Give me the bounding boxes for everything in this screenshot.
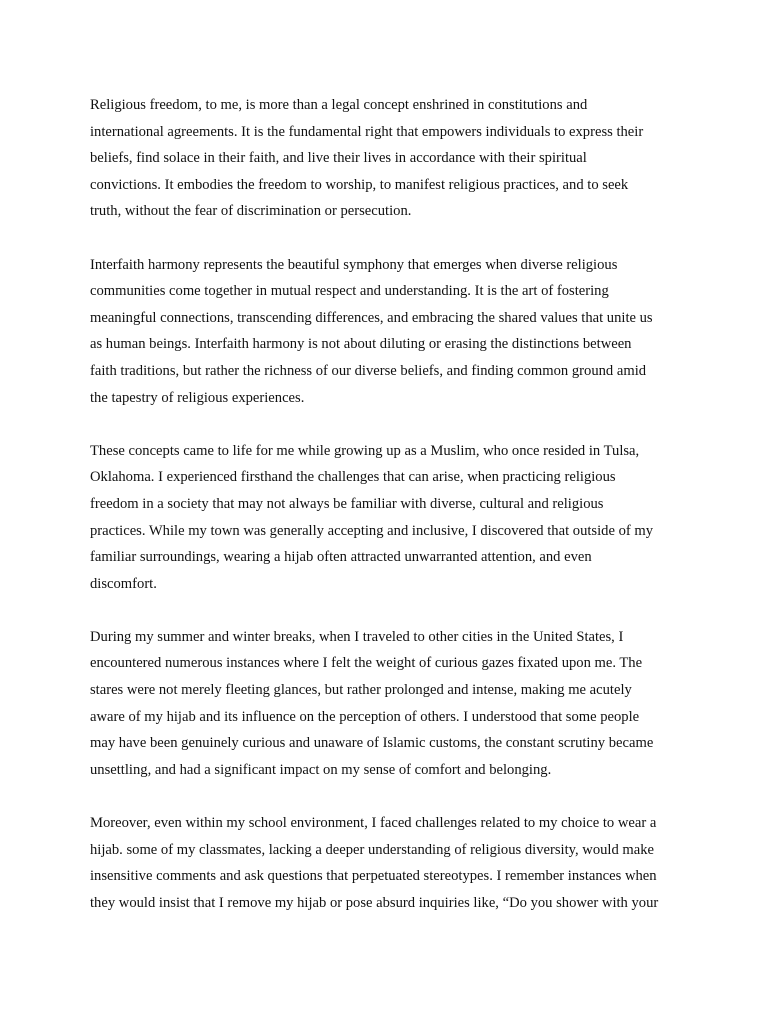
- paragraph-religious-freedom: Religious freedom, to me, is more than a legal concept enshrined in constitutions and international agreements. It is the fundamental right that empowers individuals to express their beliefs, find solace in their faith, and live their lives in accordance with their spiritual convictions. It embodies the freedom to worship, to manifest religious practices, and to seek truth, without the fear of discrimination or persecution.: [90, 97, 644, 220]
- paragraph-travel-experiences: During my summer and winter breaks, when I traveled to other cities in the United States, I encountered numerous instances where I felt the weight of curious gazes fixated upon me. The stares were not merely fleeting glances, but rather prolonged and intense, making me acutely aware of my hijab and its influence on the perception of others. I understood that some people may have been genuinely curious and unaware of Islamic customs, the constant scrutiny became unsettling, and had a significant impact on my sense of comfort and belonging.: [90, 628, 654, 778]
- paragraph-interfaith-harmony: Interfaith harmony represents the beautiful symphony that emerges when diverse religious communities come together in mutual respect and understanding. It is the art of fostering meaningful connections, transcending differences, and embracing the shared values that unite us as human beings. Interfaith harmony is not about diluting or erasing the distinctions between faith traditions, but rather the richness of our diverse beliefs, and finding common ground amid the tapestry of religious experiences.: [90, 256, 653, 406]
- paragraph-growing-up-muslim: These concepts came to life for me while growing up as a Muslim, who once resided in Tulsa, Oklahoma. I experienced firsthand the challenges that can arise, when practicing religious freedom in a society that may not always be familiar with diverse, cultural and religious practices. While my town was generally accepting and inclusive, I discovered that outside of my familiar surroundings, wearing a hijab often attracted unwarranted attention, and even discomfort.: [90, 442, 654, 592]
- document-body: [90, 92, 686, 943]
- paragraph-school-challenges: Moreover, even within my school environment, I faced challenges related to my choice to wear a hijab. some of my classmates, lacking a deeper understanding of religious diversity, would make insensitive comments and ask questions that perpetuated stereotypes. I remember instances when they would insist that I remove my hijab or pose absurd inquiries like, “Do you shower with your: [90, 815, 659, 911]
